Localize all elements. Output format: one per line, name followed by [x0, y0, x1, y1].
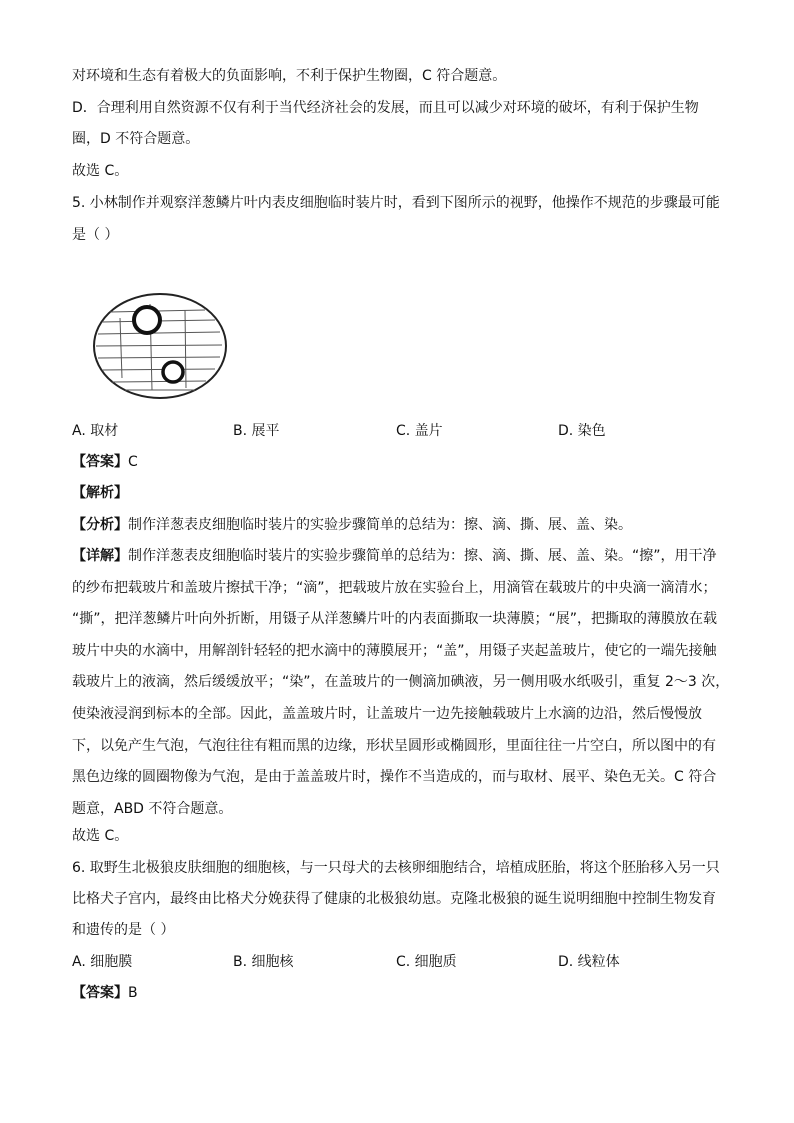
xiangjie-text: 制作洋葱表皮细胞临时装片的实验步骤简单的总结为：擦、滴、撕、展、盖、染。“擦”，用干净	[128, 548, 717, 564]
option-b: B. 细胞核	[233, 954, 294, 970]
option-c: C. 盖片	[396, 423, 443, 439]
microscope-field-figure	[90, 290, 230, 400]
option-c: C. 细胞质	[396, 954, 457, 970]
question-5-stem: 是（ ）	[72, 227, 119, 243]
xiangjie-line	[72, 541, 722, 573]
xiangjie-line: 使染液浸润到标本的全部。因此，盖盖玻片时，让盖玻片一边先接触载玻片上水滴的边沿，然后慢慢放	[72, 705, 702, 722]
bubble-large	[134, 307, 160, 333]
xiangjie-paragraph	[72, 541, 730, 825]
option-a: A. 细胞膜	[72, 954, 133, 970]
question-5-stem: 5. 小林制作并观察洋葱鳞片叶内表皮细胞临时装片时，看到下图所示的视野，他操作不规范的步骤最可能	[72, 195, 720, 211]
xiangjie-line: 题意，ABD 不符合题意。	[72, 800, 233, 817]
fenxi-line	[72, 515, 632, 535]
text-line: 圈，D 不符合题意。	[72, 131, 200, 147]
text-line: D．合理利用自然资源不仅有利于当代经济社会的发展，而且可以减少对环境的破坏，有利于保护生物	[72, 100, 699, 116]
question-6-stem: 和遗传的是（ ）	[72, 922, 175, 938]
option-a: A. 取材	[72, 423, 119, 439]
option-b: B. 展平	[233, 423, 280, 439]
xiangjie-line: 的纱布把载玻片和盖玻片擦拭干净；“滴”，把载玻片放在实验台上，用滴管在载玻片的中央滴一滴清水；	[72, 579, 717, 596]
xiangjie-tag: 【详解】	[72, 548, 128, 564]
xiangjie-line: “撕”，把洋葱鳞片叶向外折断，用镊子从洋葱鳞片叶的内表面撕取一块薄膜；“展”，把撕取的薄膜放在载	[72, 611, 718, 628]
fenxi-text: 制作洋葱表皮细胞临时装片的实验步骤简单的总结为：擦、滴、撕、展、盖、染。	[128, 517, 632, 533]
option-d: D. 线粒体	[558, 954, 620, 970]
option-d: D. 染色	[558, 423, 606, 439]
xiangjie-line: 黑色边缘的圆圈物像为气泡，是由于盖盖玻片时，操作不当造成的，而与取材、展平、染色无关。C 符合	[72, 769, 717, 786]
xiangjie-line: 下，以免产生气泡，气泡往往有粗而黑的边缘，形状呈圆形或椭圆形，里面往往一片空白，所以图中的有	[72, 737, 716, 754]
text-line: 对环境和生态有着极大的负面影响，不利于保护生物圈，C 符合题意。	[72, 68, 507, 84]
answer-line	[72, 983, 138, 1003]
answer-tag: 【答案】	[72, 454, 128, 470]
xiangjie-line: 载玻片上的液滴，然后缓缓放平；“染”，在盖玻片的一侧滴加碘液，另一侧用吸水纸吸引，重复 2～3 次，	[72, 674, 730, 691]
text-line: 故选 C。	[72, 163, 129, 179]
answer-tag: 【答案】	[72, 985, 128, 1001]
question-6-stem: 比格犬子宫内，最终由比格犬分娩获得了健康的北极狼幼崽。克隆北极狼的诞生说明细胞中控制生物发育	[72, 891, 716, 907]
answer-line	[72, 452, 138, 472]
fenxi-tag: 【分析】	[72, 517, 128, 533]
answer-value: B	[128, 985, 138, 1001]
xiangjie-line: 玻片中央的水滴中，用解剖针轻轻的把水滴中的薄膜展开；“盖”，用镊子夹起盖玻片，使它的一端先接触	[72, 642, 717, 659]
analysis-tag: 【解析】	[72, 485, 128, 501]
answer-value: C	[128, 454, 138, 470]
question-6-stem: 6. 取野生北极狼皮肤细胞的细胞核，与一只母犬的去核卵细胞结合，培植成胚胎，将这个胚胎移入另一只	[72, 860, 720, 876]
bubble-small	[163, 362, 183, 382]
conclusion-line: 故选 C。	[72, 828, 129, 844]
